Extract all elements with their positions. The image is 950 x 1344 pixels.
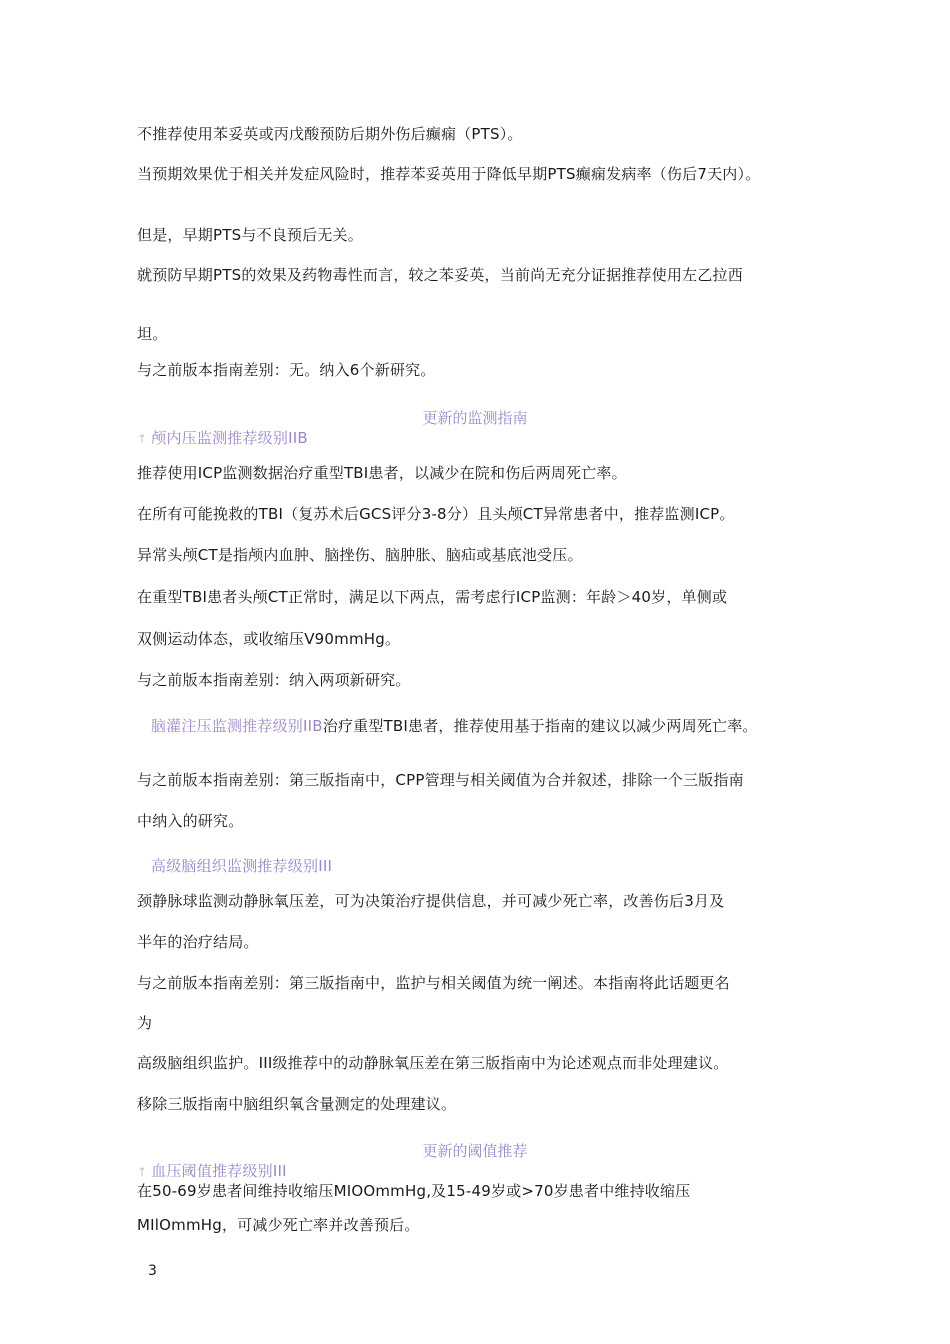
- paragraph-pts-early: 当预期效果优于相关并发症风险时，推荐苯妥英用于降低早期PTS癫痫发病率（伤后7天内）。: [137, 165, 761, 183]
- paragraph-jugular-cont: 半年的治疗结局。: [137, 933, 259, 951]
- paragraph-diff-cpp-cont: 中纳入的研究。: [137, 812, 244, 830]
- paragraph-cpp: [137, 716, 817, 736]
- paragraph-icp-tbi: 在所有可能挽救的TBI（复苏术后GCS评分3-8分）且头颅CT异常患者中，推荐监测ICP。: [137, 505, 735, 523]
- subheading-icp-label: 颅内压监测推荐级别IIB: [151, 429, 308, 447]
- paragraph-icp-recommend: 推荐使用ICP监测数据治疗重型TBI患者，以减少在院和伤后两周死亡率。: [137, 464, 627, 482]
- paragraph-advanced-monitoring: 高级脑组织监护。III级推荐中的动静脉氧压差在第三版指南中为论述观点而非处理建议。: [137, 1054, 729, 1072]
- paragraph-pts-prognosis: 但是，早期PTS与不良预后无关。: [137, 226, 363, 244]
- paragraph-levetiracetam-cont: 坦。: [137, 325, 168, 343]
- subheading-icp: [137, 428, 817, 449]
- paragraph-bp-threshold: 在50-69岁患者间维持收缩压MIOOmmHg,及15-49岁或>70岁患者中维持收缩压: [137, 1182, 691, 1200]
- paragraph-diff-icp: 与之前版本指南差别：纳入两项新研究。: [137, 671, 411, 689]
- paragraph-pts-late: 不推荐使用苯妥英或丙戊酸预防后期外伤后癫痫（PTS）。: [137, 125, 523, 143]
- subheading-bp-label: 血压阈值推荐级别III: [151, 1162, 287, 1180]
- paragraph-diff-advanced: 与之前版本指南差别：第三版指南中，监护与相关阈值为统一阐述。本指南将此话题更名: [137, 974, 730, 992]
- subheading-cpp: 脑灌注压监测推荐级别IIB: [151, 717, 323, 735]
- paragraph-bp-threshold-cont: MIlOmmHg，可减少死亡率并改善预后。: [137, 1216, 420, 1234]
- bullet-mark: ↑: [137, 432, 148, 446]
- bullet-mark: ↑: [137, 1165, 148, 1179]
- paragraph-levetiracetam: 就预防早期PTS的效果及药物毒性而言，较之苯妥英，当前尚无充分证据推荐使用左乙拉西: [137, 266, 743, 284]
- heading-threshold: 更新的阈值推荐: [422, 1142, 528, 1160]
- paragraph-diff-pts: 与之前版本指南差别：无。纳入6个新研究。: [137, 361, 436, 379]
- paragraph-jugular: 颈静脉球监测动静脉氧压差，可为决策治疗提供信息，并可减少死亡率，改善伤后3月及: [137, 892, 725, 910]
- paragraph-abnormal-ct: 异常头颅CT是指颅内血肿、脑挫伤、脑肿胀、脑疝或基底池受压。: [137, 546, 583, 564]
- heading-monitoring: 更新的监测指南: [422, 409, 528, 427]
- paragraph-diff-advanced-cont: 为: [137, 1014, 153, 1032]
- subheading-advanced-label: 高级脑组织监测推荐级别III: [151, 857, 333, 875]
- subheading-advanced: [137, 856, 817, 876]
- paragraph-normal-ct: 在重型TBI患者头颅CT正常时，满足以下两点，需考虑行ICP监测：年龄＞40岁，单侧或: [137, 588, 728, 606]
- paragraph-remove-pbto2: 移除三版指南中脑组织氧含量测定的处理建议。: [137, 1095, 457, 1113]
- paragraph-diff-cpp: 与之前版本指南差别：第三版指南中，CPP管理与相关阈值为合并叙述，排除一个三版指南: [137, 771, 744, 789]
- paragraph-normal-ct-cont: 双侧运动体态，或收缩压V90mmHg。: [137, 630, 401, 648]
- subheading-bp: [137, 1161, 817, 1182]
- page-number: 3: [148, 1263, 157, 1279]
- paragraph-cpp-text: 治疗重型TBI患者，推荐使用基于指南的建议以减少两周死亡率。: [322, 717, 758, 735]
